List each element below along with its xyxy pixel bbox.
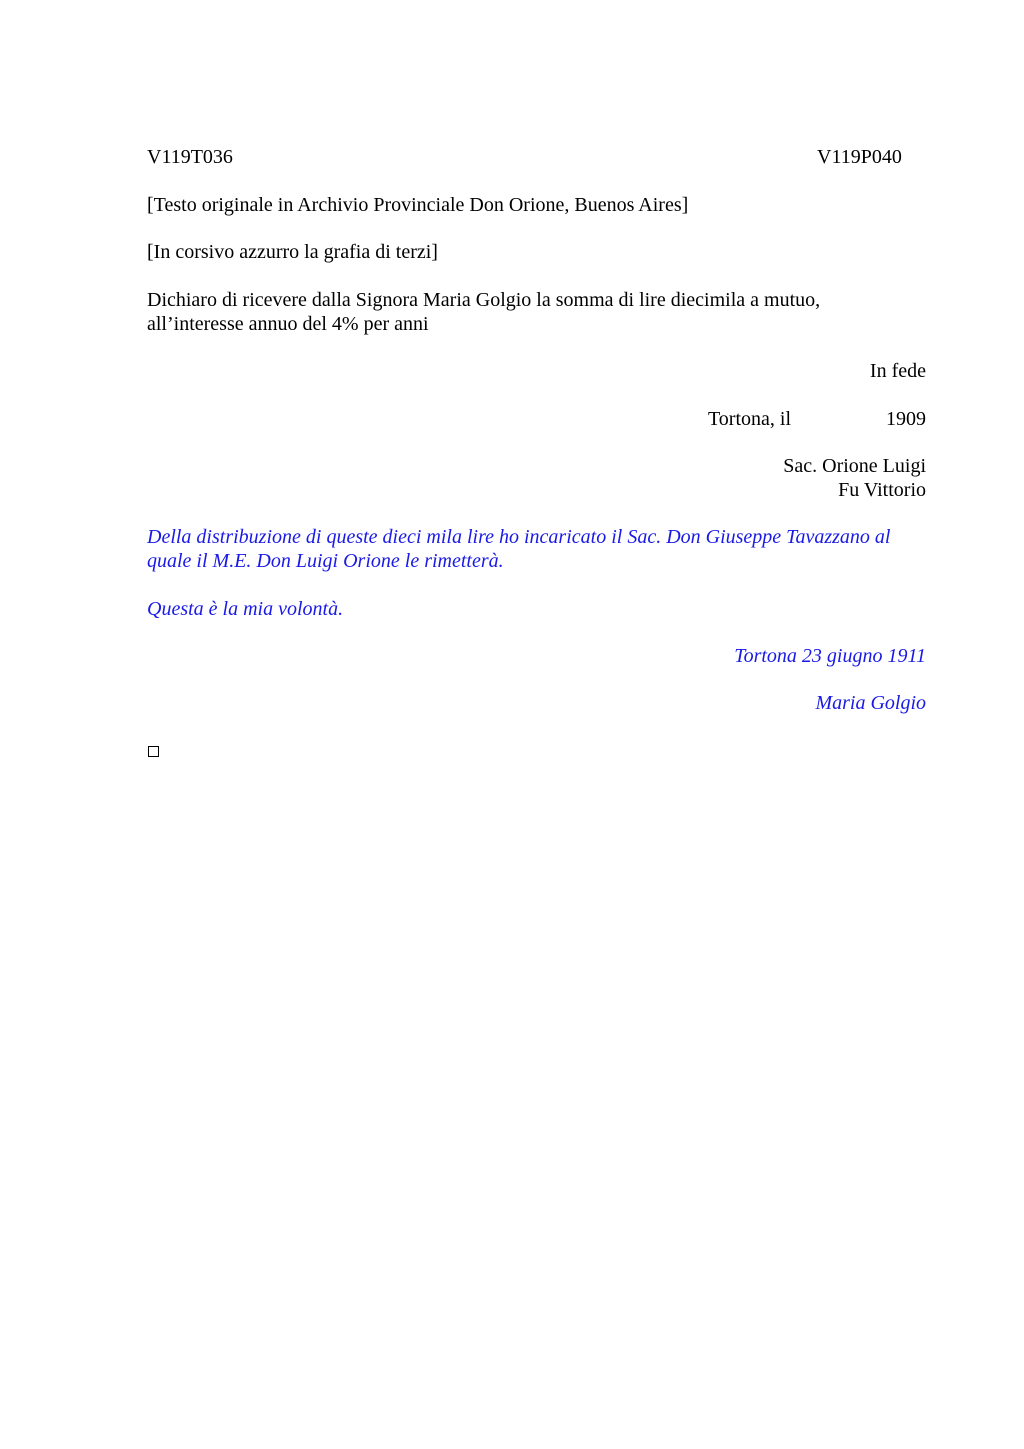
place: Tortona, il (707, 408, 791, 430)
handwriting-legend-note: [In corsivo azzurro la grafia di terzi] (147, 241, 438, 263)
document-code-right: V119P040 (817, 146, 902, 168)
in-fede: In fede (869, 360, 926, 382)
archive-source-note: [Testo originale in Archivio Provinciale Don Orione, Buenos Aires] (147, 194, 689, 216)
document-code-left: V119T036 (147, 146, 233, 168)
distribution-note: Della distribuzione di queste dieci mila lire ho incaricato il Sac. Don Giuseppe Tavazzano al quale il M.E. Don Luigi Orione le rimetterà. (147, 526, 891, 572)
loan-declaration: Dichiaro di ricevere dalla Signora Maria Golgio la somma di lire diecimila a mutuo, all’interesse annuo del 4% per anni (147, 289, 821, 335)
year: 1909 (886, 408, 926, 430)
will-statement: Questa è la mia volontà. (147, 598, 344, 620)
third-party-date: Tortona 23 giugno 1911 (734, 645, 926, 667)
signature-block (783, 454, 926, 502)
signature-patronymic: Fu Vittorio (838, 479, 926, 501)
signature-name: Sac. Orione Luigi (783, 455, 926, 477)
checkbox-icon (148, 746, 159, 757)
third-party-signature: Maria Golgio (815, 692, 926, 714)
place-date-line (708, 407, 926, 431)
